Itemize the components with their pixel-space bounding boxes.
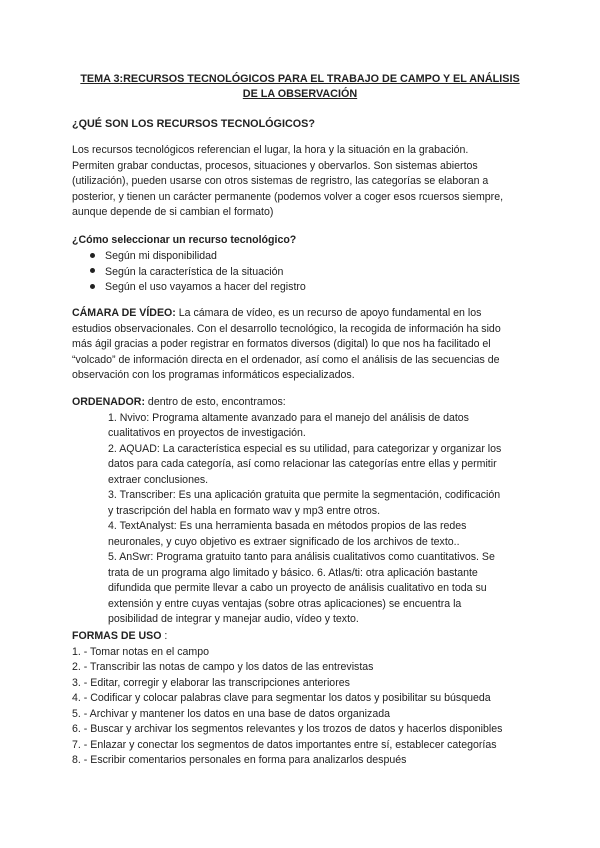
list-line: neuronales, y cuyo objetivo es extraer significado de los archivos de texto..: [108, 535, 460, 548]
list-line: 4. - Codificar y colocar palabras clave para segmentar los datos y posibilitar su búsqueda: [72, 692, 491, 704]
list-line: extraer conclusiones.: [108, 473, 209, 486]
bullet-icon: [90, 268, 95, 273]
bullet-text: Según el uso vayamos a hacer del registro: [105, 281, 306, 293]
paragraph-text: dentro de esto, encontramos:: [144, 396, 286, 408]
paragraph-line: estudios observacionales. Con el desarrollo tecnológico, la recogida de información ha sido: [72, 322, 501, 335]
bullet-icon: [90, 284, 95, 289]
list-line: posibilidad de integrar y manejar audio, vídeo y texto.: [108, 613, 359, 625]
document-title-line-1: TEMA 3:RECURSOS TECNOLÓGICOS PARA EL TRABAJO DE CAMPO Y EL ANÁLISIS: [80, 73, 520, 85]
paragraph-line: [72, 629, 167, 645]
list-line: 1. - Tomar notas en el campo: [72, 645, 210, 658]
paragraph-line: posterior, y tienen un carácter permanente (podemos volver a coger esos rcuersos siempre,: [72, 190, 504, 203]
list-line: difundida que permite llevar a cabo un proyecto de análisis cualitativo en toda su: [108, 582, 487, 594]
list-line: 1. Nvivo: Programa altamente avanzado para el manejo del análisis de datos: [108, 411, 469, 424]
list-line: extensión y entre cuyas ventajas (sobre otras aplicaciones) se encuentra la: [108, 597, 462, 610]
bullet-item: [90, 265, 283, 281]
paragraph-line: aunque depende de si cambian el formato): [72, 206, 274, 218]
paragraph-line: (utilización), pueden usarse con otros sistemas de regristro, las categorías se elaboran a: [72, 175, 489, 187]
list-line: 2. AQUAD: La característica especial es su utilidad, para categorizar y organizar los: [108, 442, 502, 455]
bullet-item: [90, 249, 217, 265]
bullet-text: Según mi disponibilidad: [105, 250, 217, 262]
list-line: 5. - Archivar y mantener los datos en una base de datos organizada: [72, 707, 391, 720]
list-line: 7. - Enlazar y conectar los segmentos de datos importantes entre sí, establecer categorías: [72, 738, 497, 751]
list-line: 3. - Editar, corregir y elaborar las transcripciones anteriores: [72, 676, 350, 689]
list-line: trata de un programa algo limitado y básico. 6. Atlas/ti: otra aplicación bastante: [108, 566, 478, 579]
paragraph-line: “volcado” de información directa en el ordenador, así como el análisis de las secuencias de: [72, 353, 500, 366]
section-heading-camara: CÁMARA DE VÍDEO:: [72, 307, 176, 319]
section-heading-formas-de-uso: FORMAS DE USO: [72, 630, 162, 642]
list-line: 5. AnSwr: Programa gratuito tanto para análisis cualitativos como cuantitativos. Se: [108, 551, 495, 563]
paragraph-text: La cámara de vídeo, es un recurso de apoyo fundamental en los: [175, 307, 482, 319]
bullet-text: Según la característica de la situación: [105, 265, 284, 278]
document-title-line-2: DE LA OBSERVACIÓN: [242, 88, 358, 100]
bullet-item: [90, 280, 306, 296]
paragraph-line: Los recursos tecnológicos referencian el lugar, la hora y la situación en la grabación.: [72, 144, 469, 156]
paragraph-line: observación con los programas informáticos especializados.: [72, 369, 355, 381]
list-line: 4. TextAnalyst: Es una herramienta basada en métodos propios de las redes: [108, 520, 467, 532]
list-line: 6. - Buscar y archivar los segmentos relevantes y los trozos de datos y hacerlos disponibles: [72, 723, 503, 735]
list-line: 8. - Escribir comentarios personales en forma para analizarlos después: [72, 754, 407, 766]
paragraph-line: [72, 395, 286, 411]
paragraph-line: [72, 306, 481, 322]
section-heading-seleccionar: ¿Cómo seleccionar un recurso tecnológico?: [72, 234, 297, 246]
list-line: y trascripción del habla en formato wav y mp3 entre otros.: [108, 504, 381, 517]
list-line: datos para cada categoría, así como relacionar las categorías entre ellas y permitir: [108, 458, 497, 470]
list-line: 3. Transcriber: Es una aplicación gratuita que permite la segmentación, codificación: [108, 489, 501, 501]
paragraph-text: :: [161, 630, 168, 642]
section-heading-ordenador: ORDENADOR:: [72, 396, 145, 408]
bullet-icon: [90, 253, 95, 258]
paragraph-line: Permiten grabar conductas, procesos, situaciones y obervarlos. Son sistemas abiertos: [72, 159, 478, 172]
paragraph-line: más ágil gracias a poder registrar en formatos diversos (digital) lo que nos ha facilitado el: [72, 338, 491, 350]
section-heading-recursos: ¿QUÉ SON LOS RECURSOS TECNOLÓGICOS?: [72, 118, 315, 130]
list-line: cualitativos en proyectos de investigación.: [108, 427, 306, 439]
list-line: 2. - Transcribir las notas de campo y los datos de las entrevistas: [72, 661, 374, 673]
